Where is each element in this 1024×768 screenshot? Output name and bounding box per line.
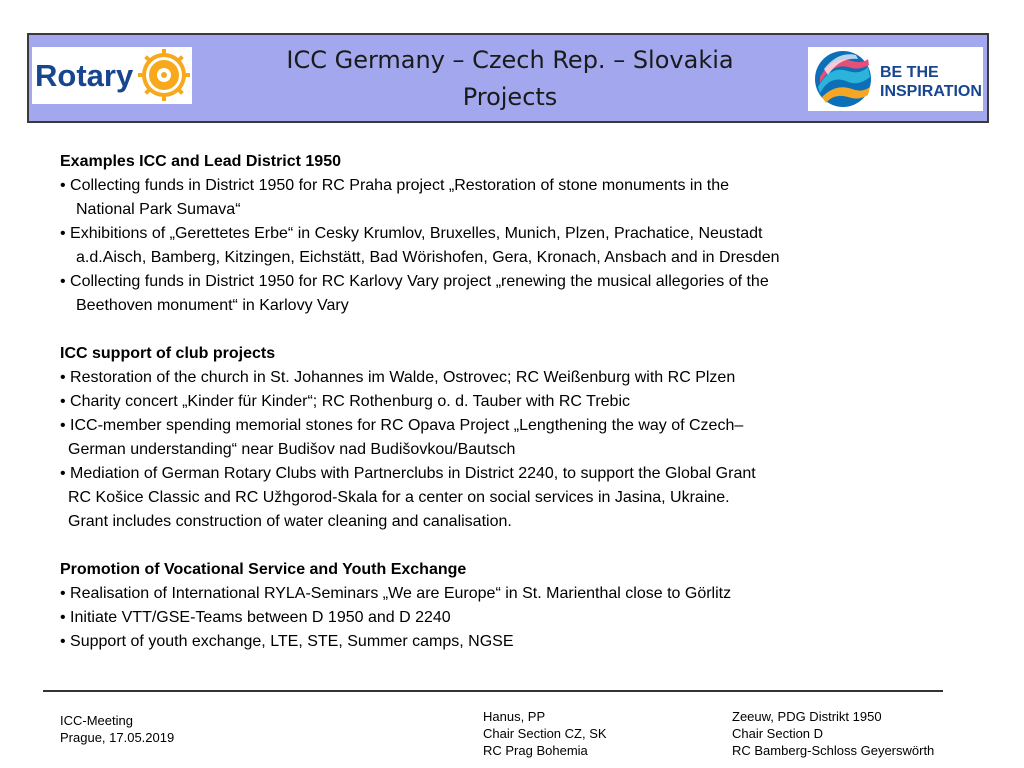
footer-chair-name: Hanus, PP [483,709,546,724]
bullet-line: • Realisation of International RYLA-Seminars „We are Europe“ in St. Marienthal close to Görlitz [60,585,732,602]
footer-chair-club: RC Prag Bohemia [483,743,588,758]
footer-chair-name: Zeeuw, PDG Distrikt 1950 [732,709,882,724]
bullet-continuation: German understanding“ near Budišov nad Budišovkou/Bautsch [68,441,516,458]
footer-meeting-info [60,712,174,746]
bullet-line: • Charity concert „Kinder für Kinder“; RC Rothenburg o. d. Tauber with RC Trebic [60,393,630,410]
section-heading-club-projects: ICC support of club projects [60,345,276,362]
footer-chair-d [732,708,934,759]
footer-divider [43,690,943,692]
bullet-continuation: Grant includes construction of water cleaning and canalisation. [68,513,512,530]
bullet-continuation: National Park Sumava“ [76,201,241,218]
rotary-logo [32,47,192,104]
bullet-line: • Mediation of German Rotary Clubs with Partnerclubs in District 2240, to support the Global Grant [60,465,756,482]
rotary-wheel-icon [138,49,190,101]
rotary-logo-graphic [32,47,192,104]
wave-swirl-icon [815,51,871,107]
rotary-wordmark: Rotary [35,58,134,93]
bullet-line: • Collecting funds in District 1950 for RC Praha project „Restoration of stone monuments in the [60,177,730,194]
slide-body [60,150,980,654]
title-line-1: ICC Germany – Czech Rep. – Slovakia [286,46,734,74]
bullet-line: • Support of youth exchange, LTE, STE, Summer camps, NGSE [60,633,514,650]
logo-text-line-1: BE THE [880,64,939,81]
section-heading-vocational-youth: Promotion of Vocational Service and Youth Exchange [60,561,467,578]
logo-text-line-2: INSPIRATION [880,83,982,100]
page-title [220,42,800,116]
bullet-line: • Restoration of the church in St. Johannes im Walde, Ostrovec; RC Weißenburg with RC Plzen [60,369,736,386]
footer-chair-role: Chair Section D [732,726,824,741]
footer-chair-cz-sk [483,708,607,759]
section-heading-icc-lead-district: Examples ICC and Lead District 1950 [60,153,341,170]
bullet-continuation: Beethoven monument“ in Karlovy Vary [76,297,349,314]
footer-chair-role: Chair Section CZ, SK [483,726,607,741]
bullet-continuation: a.d.Aisch, Bamberg, Kitzingen, Eichstätt, Bad Wörishofen, Gera, Kronach, Ansbach and in Dresden [76,249,780,266]
footer-meeting-date: Prague, 17.05.2019 [60,730,175,745]
be-the-inspiration-graphic [808,47,983,111]
bullet-continuation: RC Košice Classic and RC Užhgorod-Skala for a center on social services in Jasina, Ukraine. [68,489,730,506]
bullet-line: • Collecting funds in District 1950 for RC Karlovy Vary project „renewing the musical allegories of the [60,273,769,290]
footer-meeting-name: ICC-Meeting [60,713,133,728]
title-line-2: Projects [462,83,558,111]
bullet-line: • Initiate VTT/GSE-Teams between D 1950 and D 2240 [60,609,451,626]
bullet-line: • Exhibitions of „Gerettetes Erbe“ in Cesky Krumlov, Bruxelles, Munich, Plzen, Prachatice, Neustadt [60,225,763,242]
footer-chair-club: RC Bamberg-Schloss Geyerswörth [732,743,935,758]
bullet-line: • ICC-member spending memorial stones for RC Opava Project „Lengthening the way of Czech– [60,417,744,434]
be-the-inspiration-logo [808,47,983,111]
